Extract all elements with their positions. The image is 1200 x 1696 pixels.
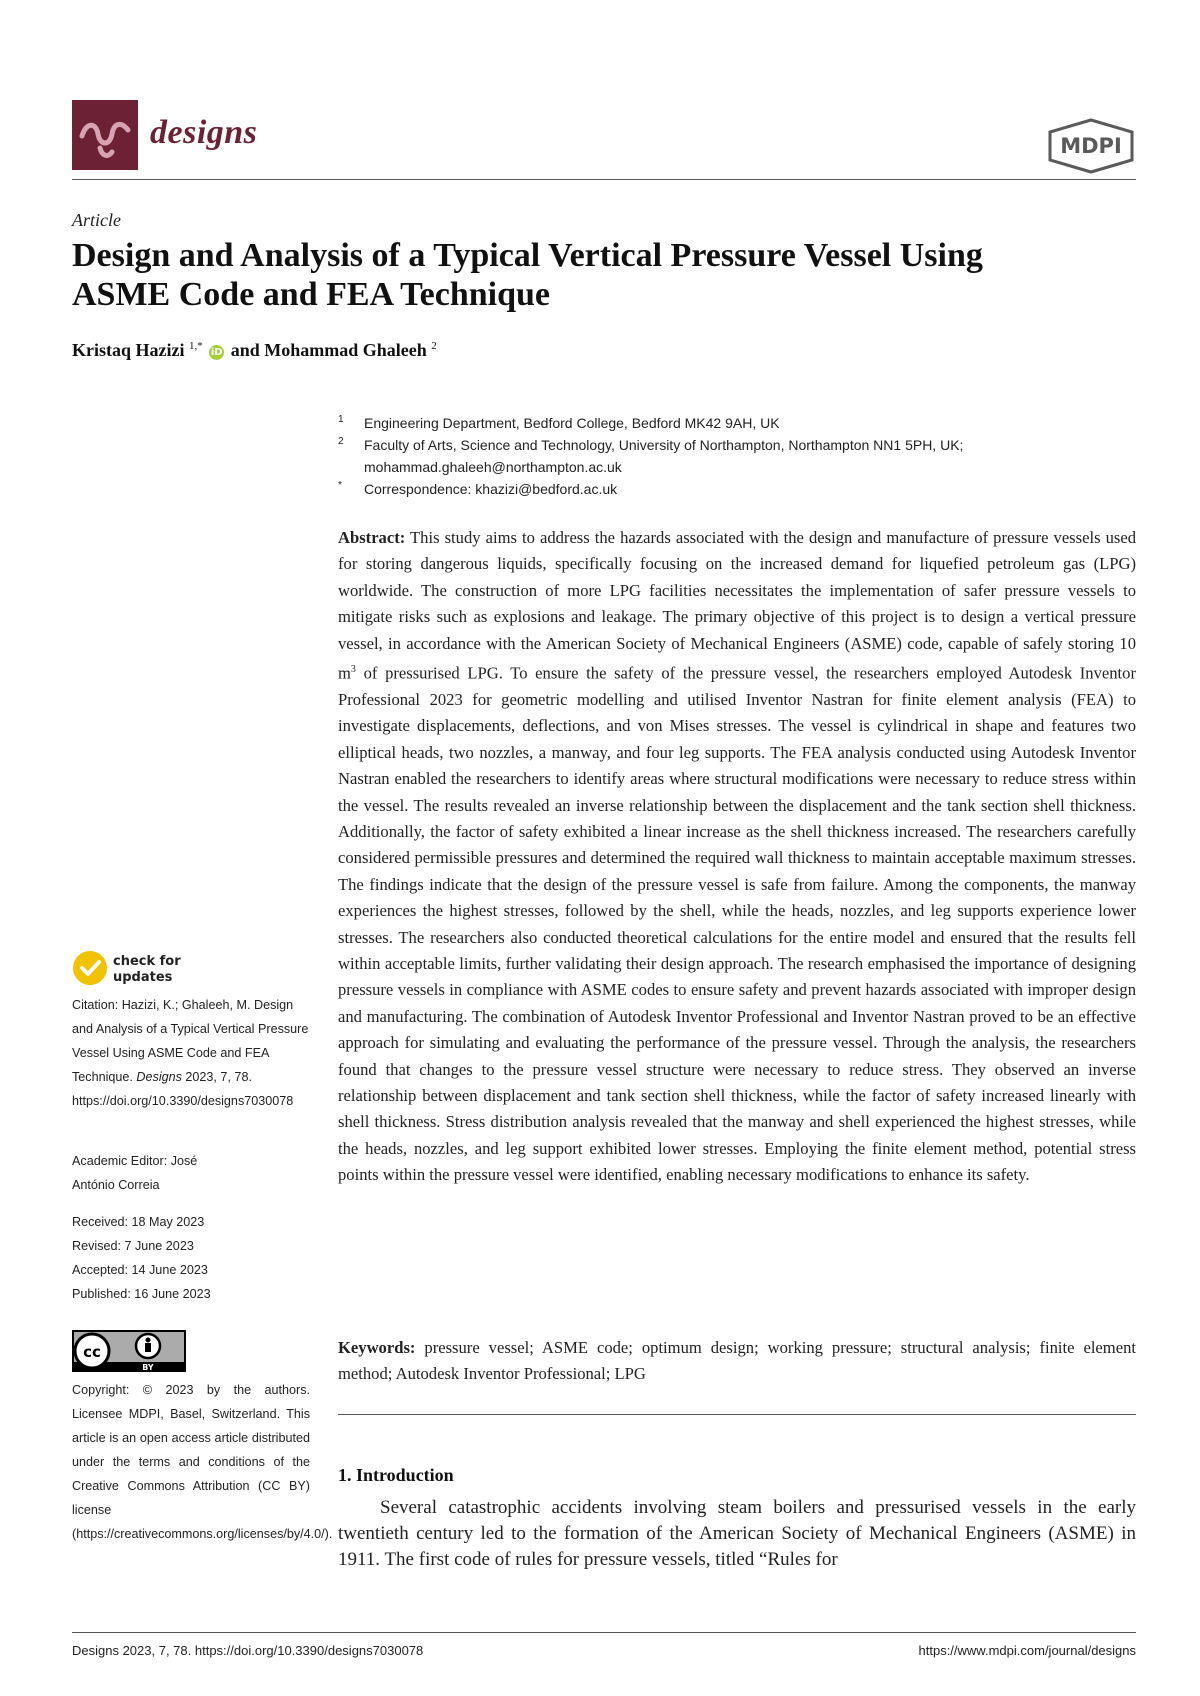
affiliation-number: 2 [338, 436, 344, 447]
journal-logo [72, 100, 138, 170]
citation-text: Citation: Hazizi, K.; Ghaleeh, M. Design and Analysis of a Typical Vertical Pressure Vessel Using ASME Code and FEA Technique. [72, 998, 309, 1084]
accepted-date: Accepted: 14 June 2023 [72, 1263, 208, 1277]
check-updates-icon [73, 951, 107, 985]
author-name[interactable]: Mohammad Ghaleeh [264, 340, 427, 360]
affiliation-item [338, 434, 963, 478]
affiliation-marker: 1,* [188, 340, 203, 352]
designs-logo-icon [72, 100, 138, 170]
author-separator: and [230, 340, 260, 360]
author-name[interactable]: Kristaq Hazizi [72, 340, 185, 360]
abstract-text: This study aims to address the hazards associated with the design and manufacture of pressure vessels used for storing dangerous liquids, specifically focusing on the increased demand for liquefied petroleum gas (LPG) worldwide. The construction of more LPG facilities necessitates the implementation of safer pressure vessels to mitigate risks such as explosions and leakage. The primary objective of this project is to design a vertical pressure vessel, in accordance with the American Society of Mechanical Engineers (ASME) code, capable of safely storing 10 m [338, 528, 1137, 683]
correspondence-marker: * [338, 480, 342, 491]
affiliation-item [338, 412, 963, 434]
by-label: BY [142, 1363, 154, 1372]
abstract-superscript: 3 [350, 664, 356, 676]
citation-block [72, 993, 310, 1113]
affiliation-text: Engineering Department, Bedford College, Bedford MK42 9AH, UK [364, 415, 780, 431]
revised-date: Revised: 7 June 2023 [72, 1239, 194, 1253]
cc-label: cc [83, 1343, 101, 1361]
cc-by-license-icon[interactable] [72, 1330, 186, 1372]
published-date: Published: 16 June 2023 [72, 1287, 211, 1301]
copyright-notice: Copyright: © 2023 by the authors. Licensee MDPI, Basel, Switzerland. This article is an open access article distributed under the terms and conditions of the Creative Commons Attribution (CC BY) license (https://creativecommons.org/licenses/by/4.0/). [72, 1383, 333, 1541]
citation-journal: Designs [136, 1070, 182, 1084]
abstract-text: of pressurised LPG. To ensure the safety of the pressure vessel, the researchers employed Autodesk Inventor Professional 2023 for geometric modelling and utilised Inventor Nastran for finite element analysis (FEA) to investigate displacements, deflections, and von Mises stresses. The vessel is cylindrical in shape and features two elliptical heads, two nozzles, a manway, and four leg supports. The FEA analysis conducted using Autodesk Inventor Nastran enabled the researchers to identify areas where structural modifications were necessary to reduce stress within the vessel. The results revealed an inverse relationship between the displacement and the tank section shell thickness. Additionally, the factor of safety exhibited a linear increase as the shell thickness increased. The researchers carefully considered permissible pressures and determined the required wall thickness to maintain acceptable maximum stresses. The findings indicate that the design of the pressure vessel is safe from failure. Among the components, the manway experiences the highest stresses, followed by the shell, while the heads, nozzles, and leg supports experience lower stresses. The researchers also conducted theoretical calculations for the entire model and ensured that the results fell within acceptable limits, further validating their design approach. The research emphasised the importance of designing pressure vessels in compliance with ASME codes to ensure safety and prevent hazards associated with improper design and manufacturing. The combination of Autodesk Inventor Professional and Inventor Nastran proved to be an effective approach for simulating and evaluating the performance of the pressure vessel. Through the analysis, the researchers found that changes to the pressure vessel structure were necessary to reduce stress. They observed an inverse relationship between displacement and tank section shell thickness, while the factor of safety increased linearly with shell thickness. Stress distribution analysis revealed that the manway and shell experienced the highest stresses, while the heads, nozzles, and leg support exhibited lower stresses. Employing the finite element method, potential stress points within the pressure vessel were identified, enabling necessary modifications to enhance its safety. [338, 663, 1136, 1185]
editor-line: António Correia [72, 1178, 160, 1192]
footer-citation[interactable]: Designs 2023, 7, 78. https://doi.org/10.3390/designs7030078 [72, 1643, 424, 1658]
affiliation-number: 1 [338, 414, 344, 425]
article-type: Article [72, 210, 121, 230]
check-for-updates-badge[interactable] [72, 950, 222, 986]
title-line: Design and Analysis of a Typical Vertical Pressure Vessel Using [72, 237, 983, 274]
section-divider [338, 1414, 1136, 1415]
publication-dates [72, 1210, 310, 1306]
affiliations [338, 412, 963, 500]
introduction-text: Several catastrophic accidents involving steam boilers and pressurised vessels in the early twentieth century led to the formation of the American Society of Mechanical Engineers (ASME) in 1911. The first code of rules for pressure vessels, titled “Rules for [338, 1497, 1136, 1570]
check-updates-line: updates [113, 970, 173, 985]
affiliation-email[interactable]: mohammad.ghaleeh@northampton.ac.uk [364, 459, 622, 475]
check-updates-line: check for [113, 954, 181, 969]
mdpi-logo-icon [1046, 118, 1136, 174]
section-heading: 1. Introduction [338, 1465, 454, 1485]
affiliation-text: Faculty of Arts, Science and Technology, University of Northampton, Northampton NN1 5PH, UK; [364, 437, 964, 453]
correspondence-text[interactable]: Correspondence: khazizi@bedford.ac.uk [364, 481, 618, 497]
received-date: Received: 18 May 2023 [72, 1215, 205, 1229]
orcid-icon[interactable]: iD [210, 347, 223, 358]
publisher-name: MDPI [1060, 134, 1122, 158]
keywords-label: Keywords: [338, 1338, 416, 1357]
editor-line: Academic Editor: José [72, 1154, 198, 1168]
footer-divider [72, 1632, 1136, 1633]
keywords [338, 1335, 1136, 1388]
affiliation-marker: 2 [431, 340, 437, 352]
title-line: ASME Code and FEA Technique [72, 276, 551, 313]
abstract [338, 525, 1136, 1189]
academic-editor [72, 1149, 310, 1197]
author-list [72, 340, 437, 361]
header-divider [72, 179, 1136, 180]
citation-doi[interactable]: 2023, 7, 78. https://doi.org/10.3390/designs7030078 [72, 1070, 294, 1108]
affiliation-item [338, 478, 963, 500]
abstract-label: Abstract: [338, 528, 406, 547]
footer-journal-url[interactable]: https://www.mdpi.com/journal/designs [918, 1643, 1136, 1658]
keywords-text: pressure vessel; ASME code; optimum design; working pressure; structural analysis; finite element method; Autodesk Inventor Professional; LPG [338, 1338, 1136, 1384]
article-title [72, 236, 1152, 314]
journal-name: designs [150, 114, 258, 151]
